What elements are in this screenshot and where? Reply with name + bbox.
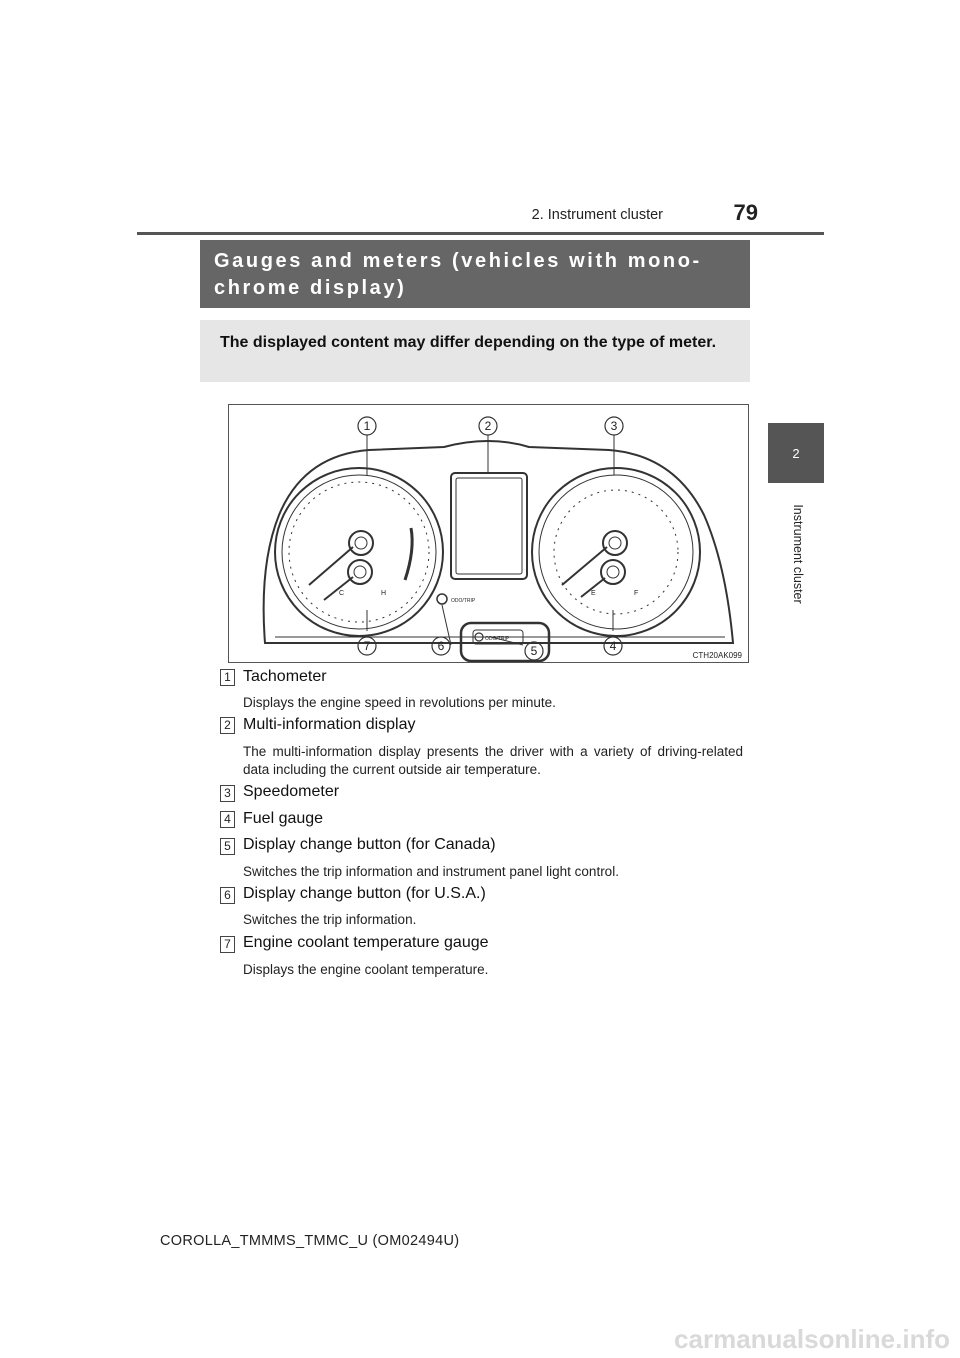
item-desc-display-change-usa: Switches the trip information. (243, 912, 417, 927)
speedometer-gauge (532, 468, 700, 636)
item-title-multi-information-display: Multi-information display (243, 716, 416, 733)
gauge-mark-empty: E (591, 590, 596, 597)
watermark-text: carmanualsonline.info (674, 1324, 950, 1354)
item-number-1: 1 (220, 669, 235, 686)
chapter-number: 2 (792, 445, 800, 461)
item-title-tachometer: Tachometer (243, 668, 327, 685)
running-header: 2. Instrument cluster (531, 207, 663, 223)
section-title: Gauges and meters (vehicles with mono-chrome display) (214, 250, 702, 299)
item-number-4: 4 (220, 811, 235, 828)
item-desc-engine-coolant: Displays the engine coolant temperature. (243, 962, 489, 977)
item-desc-multi-information-display: The multi-information display presents the driver with a variety of driving-related data including the current outside air temperature. (243, 744, 743, 777)
chapter-tab (768, 423, 824, 483)
multi-information-display (451, 473, 527, 579)
item-number-3: 3 (220, 785, 235, 802)
item-title-display-change-canada: Display change button (for Canada) (243, 836, 496, 853)
callout-5-label: 5 (530, 644, 538, 658)
item-number-7: 7 (220, 936, 235, 953)
tachometer-gauge (275, 468, 443, 636)
callout-2-label: 2 (484, 419, 492, 433)
callout-6-label: 6 (437, 639, 445, 653)
intro-box (200, 320, 750, 382)
page-number: 79 (733, 200, 758, 225)
odo-trip-inset-label: ODO/TRIP (485, 636, 510, 642)
callout-3-label: 3 (610, 419, 618, 433)
callout-4-label: 4 (609, 639, 617, 653)
item-number-6: 6 (220, 887, 235, 904)
item-title-speedometer: Speedometer (243, 783, 340, 800)
document-code: COROLLA_TMMMS_TMMC_U (OM02494U) (160, 1233, 460, 1249)
item-desc-tachometer: Displays the engine speed in revolutions per minute. (243, 695, 556, 710)
header-rule (137, 232, 824, 235)
item-number-5: 5 (220, 838, 235, 855)
section-title-band (200, 240, 750, 308)
gauge-mark-cold: C (339, 590, 345, 597)
item-number-2: 2 (220, 717, 235, 734)
item-title-fuel-gauge: Fuel gauge (243, 810, 324, 827)
item-desc-display-change-canada: Switches the trip information and instrument panel light control. (243, 864, 619, 879)
chapter-label: Instrument cluster (791, 504, 805, 604)
odo-trip-button-usa (437, 594, 447, 604)
instrument-cluster-figure (228, 404, 749, 663)
callout-7-label: 7 (363, 639, 371, 653)
intro-text: The displayed content may differ depending on the type of meter. (220, 334, 717, 351)
site-watermark (0, 1318, 960, 1358)
instrument-cluster-illustration (229, 405, 748, 662)
gauge-mark-hot: H (381, 590, 387, 597)
callout-1-label: 1 (363, 419, 371, 433)
item-title-engine-coolant: Engine coolant temperature gauge (243, 934, 489, 951)
image-code: CTH20AK099 (692, 651, 742, 660)
odo-trip-label: ODO/TRIP (451, 598, 476, 604)
item-title-display-change-usa: Display change button (for U.S.A.) (243, 885, 486, 902)
gauge-mark-full: F (634, 590, 639, 597)
